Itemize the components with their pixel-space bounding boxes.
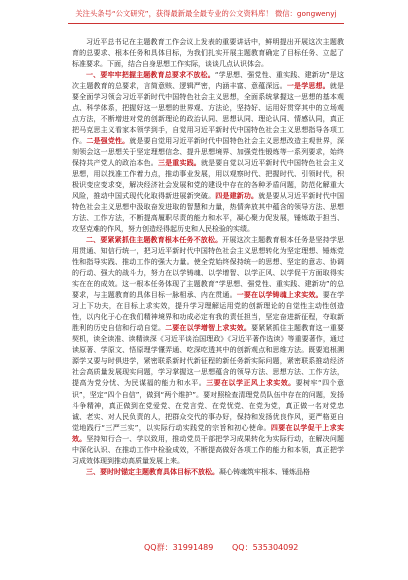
section-1-paragraph: 一、要牢牢把握主题教育总要求不放松。“学思想、强党性、重实践、建新功”是这次主题教育的总要求，言简意赅、逻辑严密，内涵丰富、意蕴深远。一是学思想。就是要全面学习领会习近平新时代中国特色社会主义思想，全面系统掌握这一思想的基本观点、科学体系，把握好这一思想的世界观、方法论，坚持好、运用好贯穿其中的立场观点方法，不断增进对党的创新理论的政治认同、思想认同、理论认同、情感认同，真正把马克思主义看家本领学到手，自觉用习近平新时代中国特色社会主义思想指导各项工作。二是强党性。就是要自觉用习近平新时代中国特色社会主义思想改造主观世界，深刻领会这一思想关于坚定理想信念、提升思想境界、加强党性锻炼等一系列要求，始终保持共产党人的政治本色。三是重实践。就是要自觉以习近平新时代中国特色社会主义思想，用以找准工作着力点，推动事业发展，用以观察时代、把握时代、引领时代，积极识变应变求变，解决经济社会发展和党的建设中存在的各种矛盾问题，防范化解重大风险，推动中国式现代化取得新进展新突破。四是建新功。就是要从习近平新时代中国特色社会主义思想中汲取奋发进取的智慧和力量，热情奔放其中蕴含的领导方法、思想方法、工作方法，不断提高履职尽责的能力和水平，凝心聚力促发展，锤炼敢于担当、攻坚克难的作风，努力创造经得起历史和人民检验的实绩。 — [72, 71, 344, 234]
header-banner — [68, 8, 344, 24]
section-3-heading: 三、要时时锚定主题教育具体目标不放松。 — [86, 467, 219, 476]
document-body — [72, 37, 344, 532]
section-3-paragraph: 三、要时时锚定主题教育具体目标不放松。凝心铸魂筑牢根本、锤炼品格 — [86, 467, 310, 476]
section-2-heading: 二、要紧紧抓住主题教育根本任务不放松。 — [86, 236, 223, 245]
footer — [0, 542, 408, 556]
section-1-heading: 一、要牢牢把握主题教育总要求不放松。 — [86, 71, 215, 80]
header-text: 关注头条号“公文研究”，获得最新最全最专业的公文资料库！ 微信：gongwenyj — [75, 9, 337, 18]
qq-contact-label: QQ：535304092 — [232, 543, 299, 552]
intro-paragraph: 习近平总书记在主题教育工作会议上发表的重要讲话中，鲜明提出开展这次主题教育的总要求、根本任务和具体目标，为我们扎实开展主题教育确定了目标任务、立起了标准要求。下面，结合自身思想工作实际，谈谈几点认识体会。 — [72, 38, 344, 69]
section-2-paragraph: 二、要紧紧抓住主题教育根本任务不放松。开展这次主题教育根本任务是坚持学思用贯通、知信行统一，把习近平新时代中国特色社会主义思想转化为坚定理想、锤炼党性和指导实践、推动工作的强大力量。使全党始终保持统一的思想、坚定的意志、协调的行动、强大的战斗力，努力在以学铸魂、以学增智、以学正风、以学促干方面取得实实在在的成效。这一根本任务体现了主题教育“学思想、强党性、重实践、建新功”的总要求，与主题教育的具体目标一脉相承、内在贯通。一要在以学铸魂上求实效。要在学习上下功夫，在目标上求实效，提升学习理解运用党的创新理论的自觉性主动性创造性，以内化于心在我们精神境界和功成必定有我的责任担当，坚定奋进新征程，夺取新胜利的历史自信和行动自觉。二要在以学增智上求实效。要紧紧抓住主题教育这一重要契机，读全读准、读精读深《习近平谈治国理政》《习近平著作选读》等重要著作，通过读原著、学原文、悟原理学懂弄通、吃深吃透其中的创新观点和思维方法。既要追根溯源学又要与时俱进学，紧密联系新时代新征程的新任务新实际问题，紧密联系推动经济社会高质量发展现实问题，学习掌握这一思想蕴含的领导方法、思想方法、工作方法，提高为党分忧、为民谋福的能力和水平。三要在以学正风上求实效。要树牢“四个意识”，坚定“四个自信”，做到“两个维护”。要对照检查清理党员队伍中存在的问题，发扬斗争精神，真正做到在党爱党、在党言党、在党忧党、在党为党，真正做一名对党忠诚、老实、对人民负责的人，把群众交代的事办好，保持和发扬优良作风，更严格更自觉地践行“三严三实”，以实际行动实践党的宗旨和初心使命。四要在以学促干上求实效。坚持知行合一、学以致用，推动党员干部把学习成果转化为实际行动，在解决问题中深化认识、在推动工作中检验成效，不断提高做好各项工作的能力和本领，真正把学习成效体现到推动高质量发展上来。 — [72, 236, 344, 465]
qq-group-label: QQ群：31991489 — [144, 543, 214, 552]
